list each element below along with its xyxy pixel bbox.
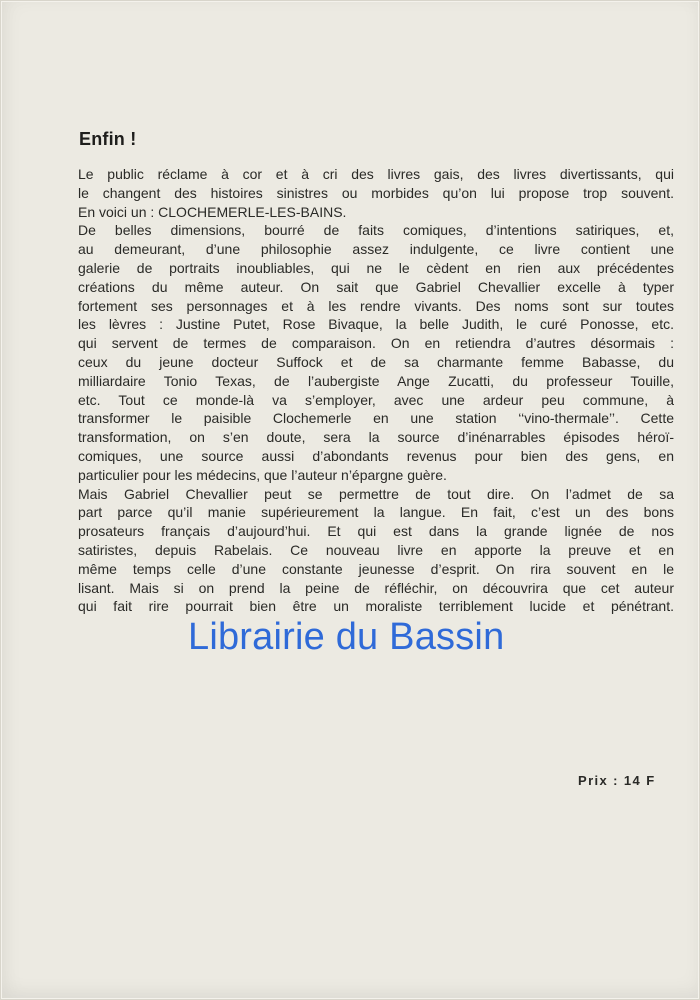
blurb-line: qui servent de termes de comparaison. On en retiendra d’autres désormais :: [78, 335, 674, 352]
blurb-line: De belles dimensions, bourré de faits comiques, d’intentions satiriques, et,: [78, 222, 674, 239]
blurb-line: transformer le paisible Clochemerle en une station ‘‘vino-thermale’’. Cette: [78, 410, 674, 427]
blurb-line: satiristes, depuis Rabelais. Ce nouveau livre en apporte la preuve et en: [78, 541, 674, 558]
blurb-line: au demeurant, d’une philosophie assez indulgente, ce livre contient une: [78, 241, 674, 258]
blurb-line: transformation, on s’en doute, sera la source d’inénarrables épisodes héroï-: [78, 429, 674, 446]
blurb-line: lisant. Mais si on prend la peine de réfléchir, on découvrira que cet auteur: [78, 579, 674, 596]
blurb-line: Le public réclame à cor et à cri des livres gais, des livres divertissants, qui: [78, 166, 674, 182]
blurb-line: comiques, une source aussi d’abondants revenus pour bien des gens, en: [78, 447, 674, 464]
cover-heading: Enfin !: [79, 129, 137, 149]
blurb-line: fortement ses personnages et à les rendre vivants. Des noms sont sur toutes: [78, 297, 674, 314]
blurb-line: part parce qu’il manie supérieurement la langue. En fait, c’est un des bons: [78, 504, 674, 521]
blurb-line: prosateurs français d’aujourd’hui. Et qui est dans la grande lignée de nos: [78, 523, 674, 540]
price-label: Prix : 14 F: [578, 773, 656, 788]
blurb-text: [78, 165, 674, 616]
blurb-line: galerie de portraits inoubliables, qui ne le cèdent en rien aux précédentes: [78, 259, 674, 276]
blurb-line: etc. Tout ce monde-là va s’employer, avec une ardeur peu commune, à: [78, 391, 674, 408]
blurb-line: les lèvres : Justine Putet, Rose Bivaque, la belle Judith, le curé Ponosse, etc.: [78, 316, 674, 333]
blurb-line: qui fait rire pourrait bien être un moraliste terriblement lucide et pénétrant.: [78, 598, 674, 615]
blurb-line: milliardaire Tonio Texas, de l’aubergiste Ange Zucatti, du professeur Touille,: [78, 372, 674, 389]
blurb-line: créations du même auteur. On sait que Gabriel Chevallier excelle à typer: [78, 278, 674, 295]
bookseller-watermark: Librairie du Bassin: [188, 616, 505, 658]
blurb-line: même temps celle d’une constante jeunesse d’esprit. On rira souvent en le: [78, 560, 674, 577]
blurb-line: En voici un : CLOCHEMERLE-LES-BAINS.: [78, 203, 347, 220]
blurb-line: Mais Gabriel Chevallier peut se permettre de tout dire. On l’admet de sa: [78, 485, 674, 502]
blurb-line: ceux du jeune docteur Suffock et de sa charmante femme Babasse, du: [78, 353, 674, 370]
blurb-line: le changent des histoires sinistres ou morbides qu’on lui propose trop souvent.: [78, 184, 674, 201]
blurb-line: particulier pour les médecins, que l’auteur n’épargne guère.: [78, 466, 447, 483]
